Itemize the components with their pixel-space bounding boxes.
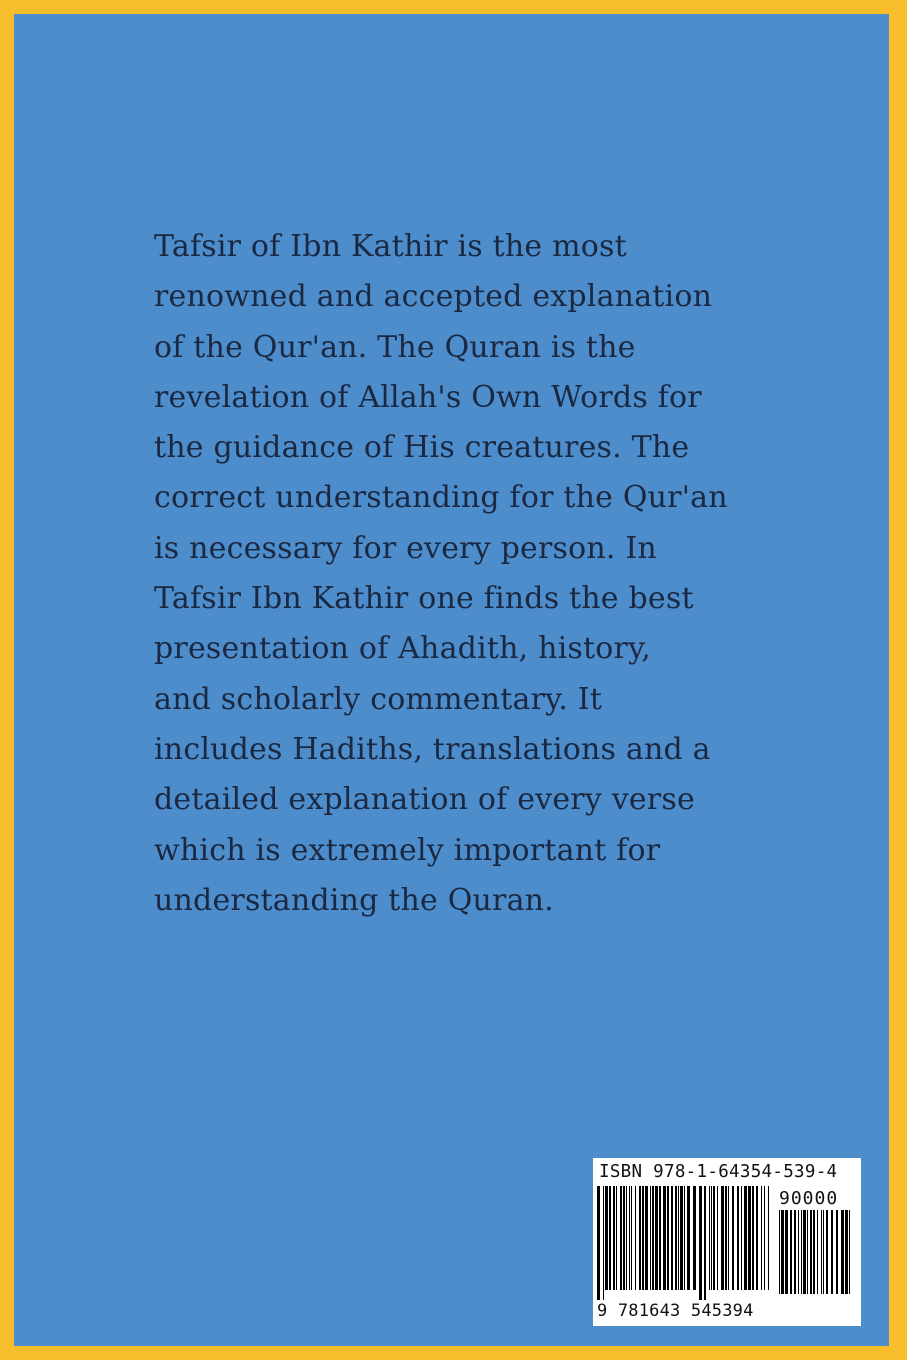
barcode-bar (623, 1186, 625, 1290)
blurb-line: includes Hadiths, translations and a (154, 731, 711, 767)
barcode-bar (721, 1186, 724, 1290)
blurb-line: Tafsir Ibn Kathir one finds the best (154, 581, 694, 617)
barcode-bar (650, 1186, 651, 1290)
barcode-bar (821, 1210, 822, 1294)
barcode-bar (741, 1186, 742, 1290)
barcode-bar (744, 1186, 747, 1290)
barcode-bar (603, 1186, 604, 1300)
barcode-bar (761, 1186, 762, 1290)
barcode-bar (597, 1186, 600, 1300)
barcode-bar (752, 1186, 754, 1290)
blurb-line: presentation of Ahadith, history, (154, 631, 651, 667)
blurb-line: and scholarly commentary. It (154, 681, 603, 717)
barcode-bar (785, 1210, 788, 1294)
barcode-bar (631, 1186, 632, 1290)
barcode-bar (659, 1186, 661, 1290)
barcode-bar (728, 1186, 729, 1290)
barcode-bar (626, 1186, 627, 1290)
barcode-bar (693, 1186, 696, 1290)
barcode-bar (781, 1210, 784, 1294)
barcode-bars-addon (779, 1210, 853, 1300)
barcode-bar (807, 1210, 808, 1294)
blurb-line: correct understanding for the Qur'an (154, 480, 728, 516)
barcode-bar (704, 1186, 706, 1300)
barcode-bar (817, 1210, 818, 1294)
blurb-text (154, 222, 794, 926)
barcode-bar (613, 1186, 615, 1290)
isbn-barcode (593, 1158, 861, 1326)
barcode-bar (826, 1210, 828, 1294)
barcode-bar (845, 1210, 848, 1294)
barcode-bar (620, 1186, 622, 1290)
blurb-line: is necessary for every person. In (154, 530, 657, 566)
barcode-bar (642, 1186, 644, 1290)
blurb-line: Tafsir of Ibn Kathir is the most (154, 229, 627, 264)
barcode-bar (667, 1186, 669, 1290)
barcode-bar (684, 1186, 685, 1290)
barcode-bar (652, 1186, 654, 1290)
barcode-bar (609, 1186, 611, 1290)
barcode-bar (798, 1210, 799, 1294)
barcode-bar (768, 1186, 769, 1290)
barcode-bar (756, 1186, 758, 1290)
blurb-line: understanding the Quran. (154, 882, 554, 918)
blurb-line: of the Qur'an. The Quran is the (154, 329, 636, 365)
barcode-bar (831, 1210, 833, 1294)
barcode-bar (779, 1210, 780, 1294)
barcode-addon-digits: 90000 (779, 1188, 839, 1209)
barcode-bar (803, 1210, 806, 1294)
barcode-bar (810, 1210, 812, 1294)
barcode-bars-main (597, 1186, 773, 1300)
barcode-bar (801, 1210, 802, 1294)
barcode-bar (711, 1186, 712, 1290)
blurb-line: revelation of Allah's Own Words for (154, 379, 702, 415)
barcode-bar (849, 1210, 850, 1294)
blurb-line: detailed explanation of every verse (154, 782, 695, 818)
barcode-bar (813, 1210, 815, 1294)
barcode-bar (645, 1186, 648, 1290)
barcode-bar (616, 1186, 617, 1290)
barcode-bar (717, 1186, 718, 1290)
barcode-bar (635, 1186, 636, 1290)
barcode-bar (639, 1186, 641, 1290)
blurb-line: the guidance of His creatures. The (154, 430, 690, 466)
blurb-line: renowned and accepted explanation (154, 279, 713, 315)
barcode-bar (836, 1210, 838, 1294)
barcode-bar (790, 1210, 792, 1294)
barcode-bar (794, 1210, 796, 1294)
barcode-bar (725, 1186, 727, 1290)
barcode-bar (748, 1186, 751, 1290)
blurb-line: which is extremely important for (154, 832, 661, 868)
barcode-bar (709, 1186, 710, 1290)
barcode-bar (737, 1186, 739, 1290)
barcode-bar (699, 1186, 702, 1300)
barcode-bar (671, 1186, 673, 1290)
barcode-bar (663, 1186, 666, 1290)
barcode-bar (629, 1186, 630, 1290)
barcode-bar (841, 1210, 844, 1294)
barcode-bar (823, 1210, 824, 1294)
barcode-bar (605, 1186, 608, 1290)
barcode-bar (680, 1186, 683, 1290)
ean-digits: 9 781643 545394 (597, 1301, 754, 1321)
barcode-bar (732, 1186, 734, 1290)
barcode-bar (687, 1186, 690, 1290)
cover-panel (14, 14, 889, 1346)
barcode-bar (675, 1186, 677, 1290)
barcode-bar (713, 1186, 715, 1290)
barcode-bar (655, 1186, 658, 1290)
barcode-bar (764, 1186, 765, 1290)
isbn-label: ISBN 978-1-64354-539-4 (599, 1162, 838, 1182)
barcode-bar (678, 1186, 679, 1290)
